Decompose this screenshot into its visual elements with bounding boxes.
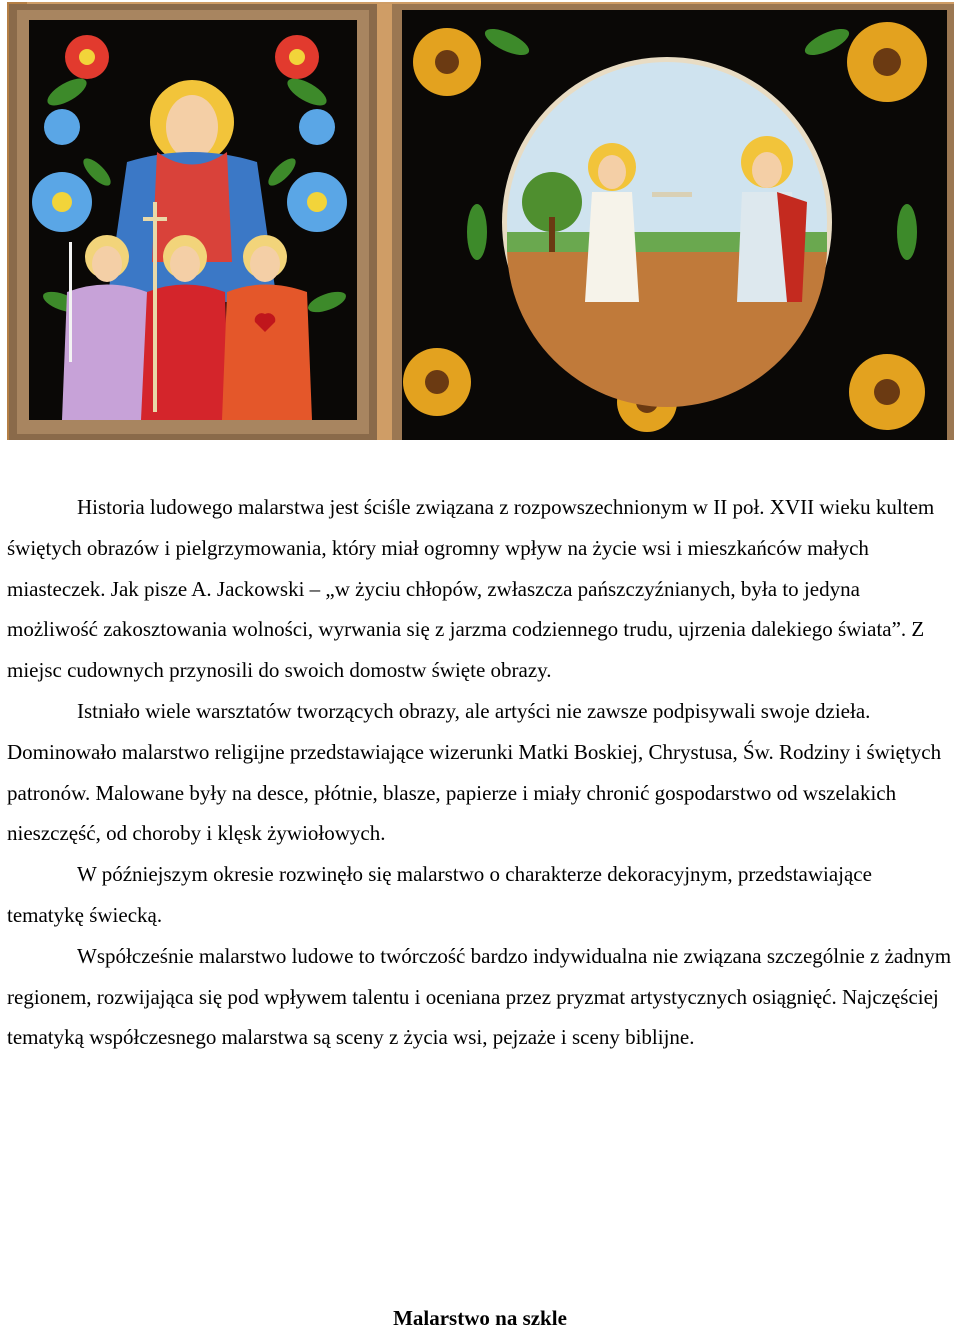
section-heading: Malarstwo na szkle <box>393 1306 567 1330</box>
folk-paintings-photo <box>7 2 954 440</box>
left-painting <box>9 4 377 440</box>
article-body <box>7 487 953 1058</box>
paragraph-4: Współcześnie malarstwo ludowe to twórczość bardzo indywidualna nie związana szczególnie z żadnym regionem, rozwijająca się pod wpływem talentu i oceniana przez pryzmat artystycznych osiągnięć. Najczęściej tematyką współczesnego malarstwa są sceny z życia wsi, pejzaże i sceny biblijne. <box>7 943 952 1050</box>
right-painting <box>392 4 954 440</box>
paragraph-1: Historia ludowego malarstwa jest ściśle związana z rozpowszechnionym w II poł. XVII wieku kultem świętych obrazów i pielgrzymowania, który miał ogromny wpływ na życie wsi i mieszkańców małych miasteczek. Jak pisze A. Jackowski – „w życiu chłopów, zwłaszcza pańszczyźnianych, była to jedyna możliwość zakosztowania wolności, wyrwania się z jarzma codziennego trudu, ujrzenia dalekiego świata”. Z miejsc cudownych przynosili do swoich domostw święte obrazy. <box>7 495 935 683</box>
paragraph-2: Istniało wiele warsztatów tworzących obrazy, ale artyści nie zawsze podpisywali swoje dzieła. Dominowało malarstwo religijne przedstawiające wizerunki Matki Boskiej, Chrystusa, Św. Rodziny i świętych patronów. Malowane były na desce, płótnie, blasze, papierze i miały chronić gospodarstwo od wszelakich nieszczęść, od choroby i klęsk żywiołowych. <box>7 698 942 846</box>
folk-paintings-illustration <box>7 2 954 440</box>
paragraph-3: W późniejszym okresie rozwinęło się malarstwo o charakterze dekoracyjnym, przedstawiające tematykę świecką. <box>7 862 872 927</box>
